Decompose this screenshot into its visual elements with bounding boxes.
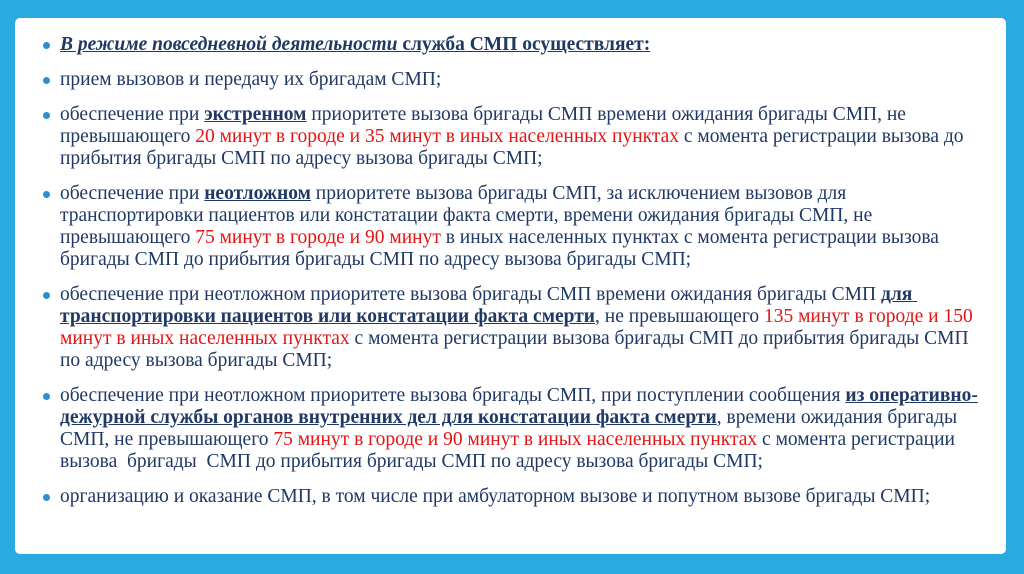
text-segment: 75 минут в городе и 90 минут xyxy=(195,227,441,248)
bullet-item xyxy=(43,183,986,271)
bullet-text xyxy=(60,104,968,169)
text-segment: экстренном xyxy=(204,104,307,125)
text-segment: В режиме повседневной деятельности xyxy=(60,34,403,55)
bullet-item xyxy=(43,69,986,91)
bullet-dot-icon xyxy=(43,494,50,501)
bullet-text xyxy=(60,486,930,507)
text-segment: обеспечение при неотложном приоритете вызова бригады СМП, при поступлении сообщения xyxy=(60,385,846,406)
text-segment: из оперативно-дежурной службы органов внутренних дел для констатации факта смерти xyxy=(60,385,978,428)
bullet-dot-icon xyxy=(43,77,50,84)
bullet-item xyxy=(43,104,986,170)
bullet-item xyxy=(43,486,986,508)
text-segment: приоритете вызова бригады СМП, за исключением вызовов для транспортировки пациентов или констатации факта смерти, времени ожидания бригады СМП, не превышающего xyxy=(60,183,878,248)
text-segment: с момента регистрации вызова бригады СМП до прибытия бригады СМП по адресу вызова бригады СМП; xyxy=(60,429,960,472)
bullet-text xyxy=(60,385,978,472)
bullet-item xyxy=(43,385,986,473)
text-segment: прием вызовов и передачу их бригадам СМП; xyxy=(60,69,442,90)
bullet-text xyxy=(60,284,978,371)
bullet-text xyxy=(60,183,944,270)
text-segment: обеспечение при xyxy=(60,183,205,204)
bullet-list xyxy=(43,34,986,508)
text-segment: организацию и оказание СМП, в том числе при амбулаторном вызове и попутном вызове бригады СМП; xyxy=(60,486,931,507)
text-segment: 75 минут в городе и 90 минут в иных населенных пунктах xyxy=(273,429,758,450)
bullet-text xyxy=(60,34,650,55)
bullet-dot-icon xyxy=(43,292,50,299)
bullet-text xyxy=(60,69,441,90)
bullet-heading xyxy=(43,34,986,56)
text-segment: с момента регистрации вызова бригады СМП до прибытия бригады СМП по адресу вызова бригады СМП; xyxy=(60,328,974,371)
text-segment: для транспортировки пациентов или констатации факта смерти xyxy=(60,284,918,327)
text-segment: служба СМП осуществляет: xyxy=(402,34,651,55)
bullet-dot-icon xyxy=(43,42,50,49)
text-segment: обеспечение при xyxy=(60,104,205,125)
bullet-dot-icon xyxy=(43,393,50,400)
bullet-item xyxy=(43,284,986,372)
text-segment: неотложном xyxy=(204,183,311,204)
text-segment: , не превышающего xyxy=(595,306,764,327)
text-segment: 20 минут в городе и 35 минут в иных населенных пунктах xyxy=(195,126,680,147)
content-panel xyxy=(15,18,1006,554)
bullet-dot-icon xyxy=(43,112,50,119)
text-segment: 135 минут в городе и 150 минут в иных населенных пунктах xyxy=(60,306,978,349)
text-segment: с момента регистрации вызова до прибытия бригады СМП по адресу вызова бригады СМП; xyxy=(60,126,969,169)
text-segment: обеспечение при неотложном приоритете вызова бригады СМП времени ожидания бригады СМП xyxy=(60,284,881,305)
text-segment: в иных населенных пунктах с момента регистрации вызова бригады СМП до прибытия бригады СМП по адресу вызова бригады СМП; xyxy=(60,227,944,270)
bullet-dot-icon xyxy=(43,191,50,198)
text-segment: приоритете вызова бригады СМП времени ожидания бригады СМП, не превышающего xyxy=(60,104,911,147)
text-segment: , времени ожидания бригады СМП, не превышающего xyxy=(60,407,962,450)
